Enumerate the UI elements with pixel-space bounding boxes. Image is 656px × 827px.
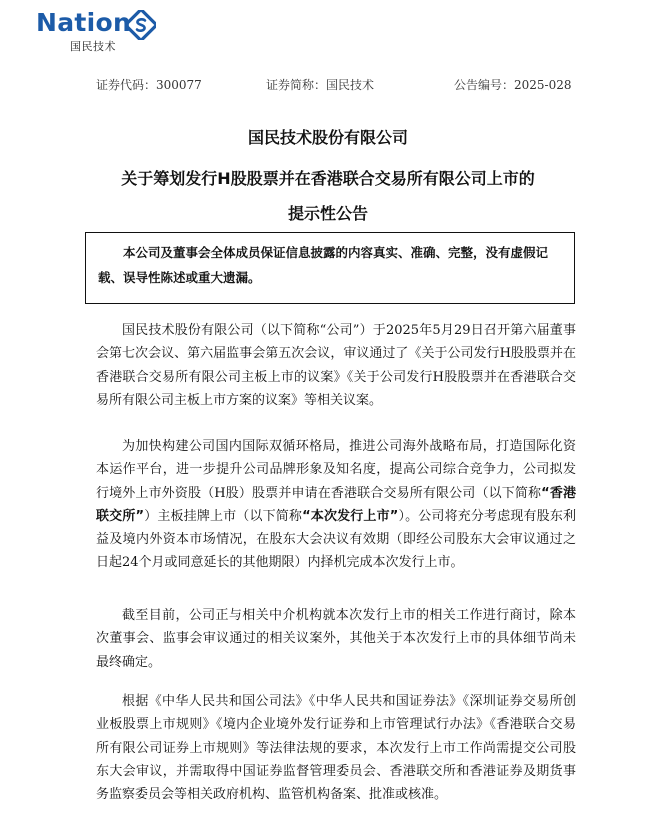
logo-wordmark: Nation xyxy=(36,8,132,37)
stock-code: 证券代码：300077 xyxy=(96,78,202,92)
highlight-listing: “本次发行上市” xyxy=(302,508,399,524)
paragraph-text: ）。公司将充分考虑现有股东利益及境内外资本市场情况，在股东大会决议有效期（即经公司股东大会审议通过之日起24个月或同意延长的其他期限）内择机完成本次发行上市。 xyxy=(96,508,577,571)
announcement-meta xyxy=(0,76,656,94)
body-paragraph-1: 国民技术股份有限公司（以下简称“公司”）于2025年5月29日召开第六届董事会第七次会议、第六届监事会第五次会议，审议通过了《关于公司发行H股股票并在香港联合交易所有限公司主板上市的议案》《关于公司发行H股股票并在香港联合交易所有限公司主板上市方案的议案》等相关议案。 xyxy=(96,323,576,408)
stock-short-name: 证券简称：国民技术 xyxy=(266,78,375,92)
logo-s-icon xyxy=(126,10,156,40)
announcement-title-line2: 提示性公告 xyxy=(287,204,368,223)
highlight-hkex: “香港联交所” xyxy=(96,485,576,524)
paragraph-text: ）主板挂牌上市（以下简称 xyxy=(144,508,303,524)
logo-chinese-name: 国民技术 xyxy=(70,40,116,53)
paragraph-text: 为加快构建公司国内国际双循环格局，推进公司海外战略布局，打造国际化资本运作平台，进一步提升公司品牌形象及知名度，提高公司综合竞争力，公司拟发行境外上市外资股（H股）股票并申请在香港联合交易所有限公司（以下简称 xyxy=(96,439,576,501)
announcement-title: 关于筹划发行H股股票并在香港联合交易所有限公司上市的 xyxy=(121,169,535,188)
company-logo xyxy=(36,8,166,52)
announcement-number: 公告编号：2025-028 xyxy=(454,78,572,92)
company-title: 国民技术股份有限公司 xyxy=(247,128,408,147)
body-paragraph-2 xyxy=(96,435,576,575)
body-paragraph-4: 根据《中华人民共和国公司法》《中华人民共和国证券法》《深圳证券交易所创业板股票上市规则》《境内企业境外发行证券和上市管理试行办法》《香港联合交易所有限公司证券上市规则》等法律法规的要求，本次发行上市工作尚需提交公司股东大会审议，并需取得中国证券监督管理委员会、香港联交所和香港证券及期货事务监察委员会等相关政府机构、监管机构备案、批准或核准。 xyxy=(96,694,576,803)
disclosure-statement-box: 本公司及董事会全体成员保证信息披露的内容真实、准确、完整，没有虚假记载、误导性陈述或重大遗漏。 xyxy=(85,232,575,304)
body-paragraph-3: 截至目前，公司正与相关中介机构就本次发行上市的相关工作进行商讨，除本次董事会、监事会审议通过的相关议案外，其他关于本次发行上市的具体细节尚未最终确定。 xyxy=(96,608,576,670)
